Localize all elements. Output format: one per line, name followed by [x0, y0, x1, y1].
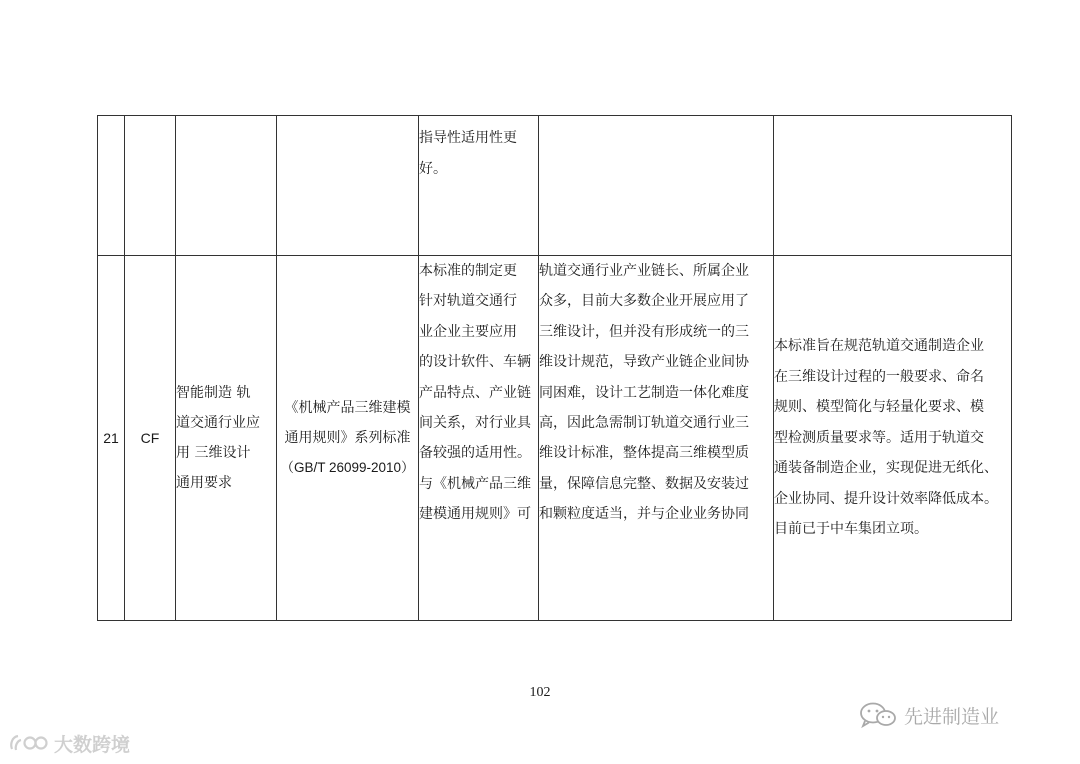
text-line: 通用要求	[176, 475, 232, 491]
cell-name-empty	[176, 116, 277, 256]
text-line: 本标准旨在规范轨道交通制造企业	[774, 337, 984, 354]
watermark-left	[8, 728, 130, 758]
cell-code-empty	[125, 116, 176, 256]
cell-row-code	[125, 256, 176, 621]
text-line: 目前已于中车集团立项。	[774, 521, 928, 538]
cell-reference-standard	[277, 256, 419, 621]
cell-description	[774, 256, 1012, 621]
watermark-left-text: 大数跨境	[54, 733, 131, 756]
text-line: 和颗粒度适当，并与企业业务协同	[539, 506, 749, 523]
text-line: 规则、模型简化与轻量化要求、模	[774, 399, 984, 416]
text-line: 在三维设计过程的一般要求、命名	[774, 368, 984, 385]
cell-row-number	[98, 256, 125, 621]
text-line: 量，保障信息完整、数据及安装过	[539, 475, 749, 492]
text-line: 好。	[419, 161, 447, 177]
cell-effect-continued	[419, 116, 539, 256]
text-line: 三维设计，但并没有形成统一的三	[539, 323, 749, 340]
text-line: 通装备制造企业，实现促进无纸化、	[774, 460, 998, 477]
text-line: 高，因此急需制订轨道交通行业三	[539, 415, 749, 432]
watermark-right	[858, 700, 999, 730]
brand-logo-icon	[8, 732, 48, 754]
watermark-right-text: 先进制造业	[904, 705, 1000, 728]
text-line: 用 三维设计	[176, 445, 251, 461]
text-line: 备较强的适用性。	[419, 445, 531, 462]
table-row	[98, 256, 1012, 621]
cell-necessity	[539, 256, 774, 621]
text-line: 维设计标准，整体提高三维模型质	[539, 445, 749, 462]
text-line: 维设计规范，导致产业链企业间协	[539, 354, 749, 371]
text-line: 智能制造 轨	[176, 385, 251, 401]
cell-desc-empty	[774, 116, 1012, 256]
text-line: 建模通用规则》可	[419, 506, 531, 523]
wechat-icon	[858, 701, 898, 729]
text-line: 产品特点、产业链	[419, 384, 531, 401]
text-line: 企业协同、提升设计效率降低成本。	[774, 490, 998, 507]
text-line: 通用规则》系列标准	[284, 430, 411, 446]
text-line: 业企业主要应用	[419, 323, 517, 340]
cell-standard-name	[176, 256, 277, 621]
text-line: 本标准的制定更	[419, 263, 517, 279]
text-line: 间关系，对行业具	[419, 415, 531, 432]
cell-applicability	[419, 256, 539, 621]
text-line: 《机械产品三维建模	[284, 400, 411, 416]
standards-table	[97, 115, 1012, 621]
cell-need-empty	[539, 116, 774, 256]
text-line: 道交通行业应	[176, 415, 260, 431]
cell-basis-empty	[277, 116, 419, 256]
row-code: CF	[140, 429, 160, 446]
text-line: 型检测质量要求等。适用于轨道交	[774, 429, 984, 446]
table-row-continued	[98, 116, 1012, 256]
page-number: 102	[529, 685, 551, 700]
text-line: 众多，目前大多数企业开展应用了	[539, 293, 749, 310]
text-line: 指导性适用性更	[419, 130, 517, 146]
text-line: （GB/T 26099-2010）	[280, 460, 415, 475]
row-number: 21	[103, 429, 119, 446]
text-line: 的设计软件、车辆	[419, 354, 531, 371]
text-line: 轨道交通行业产业链长、所属企业	[539, 263, 749, 279]
text-line: 与《机械产品三维	[419, 475, 531, 492]
cell-no-empty	[98, 116, 125, 256]
text-line: 针对轨道交通行	[419, 293, 517, 310]
text-line: 同困难，设计工艺制造一体化难度	[539, 384, 749, 401]
